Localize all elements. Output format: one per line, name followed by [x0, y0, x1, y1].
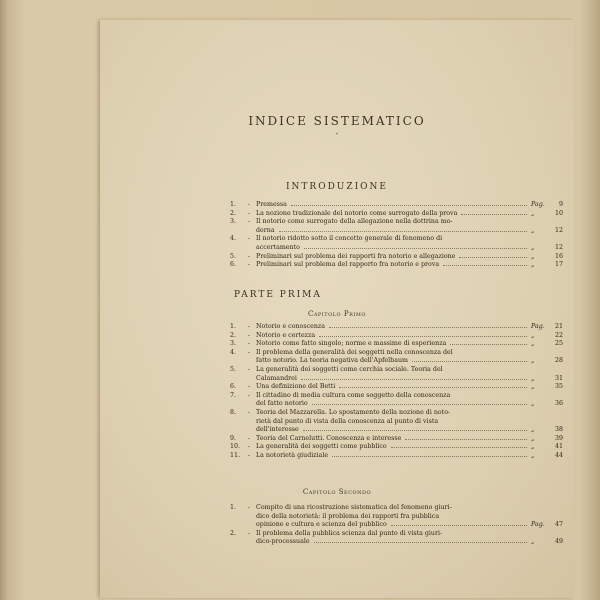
entry-dash: -: [248, 434, 251, 442]
page-number: 41: [554, 443, 563, 451]
toc-entry: [230, 340, 563, 349]
entry-text: Il problema della pubblica scienza dal punto di vista giuri-: [256, 529, 443, 537]
leader-dots: [459, 256, 527, 258]
toc-entry: [230, 409, 563, 435]
page-prefix: „: [531, 357, 535, 365]
entry-dash: -: [248, 331, 251, 339]
toc-entry-line: [230, 244, 563, 253]
page-prefix: „: [531, 434, 535, 442]
page-number: 47: [554, 521, 563, 529]
toc-entry-line: [230, 261, 563, 270]
page-number: 16: [554, 252, 563, 260]
page-number: 31: [554, 374, 563, 382]
entry-number: 4.: [230, 348, 237, 356]
book-page: [100, 20, 574, 598]
entry-dash: -: [248, 529, 251, 537]
entry-dash: -: [248, 235, 251, 243]
entry-dash: -: [248, 323, 251, 330]
page-prefix: „: [531, 252, 535, 260]
toc-entry-line: [230, 392, 563, 401]
entry-text: derna: [256, 226, 275, 234]
page-number: 25: [554, 340, 563, 348]
toc-entry-line: [230, 452, 563, 461]
entry-dash: -: [248, 261, 251, 269]
entry-text: dell'interesse: [256, 426, 299, 434]
section-heading-parte-prima: PARTE PRIMA: [234, 290, 322, 300]
toc-entry: [230, 452, 563, 461]
page-prefix: Pag.: [531, 201, 545, 208]
entry-text: Il cittadino di media cultura come soggetto della conoscenza: [256, 391, 451, 399]
leader-dots: [303, 429, 527, 431]
toc-entry-line: [230, 426, 563, 435]
page-prefix: „: [531, 226, 535, 234]
entry-text: La nozione tradizionale del notorio come surrogato della prova: [256, 209, 458, 217]
entry-text: Il notorio come surrogato della allegazione nella dottrina mo-: [256, 218, 453, 226]
toc-entry-line: [230, 201, 563, 210]
leader-dots: [405, 438, 527, 440]
leader-dots: [314, 541, 527, 543]
entry-text: Una definizione del Betti: [256, 383, 336, 391]
entry-text: dico-processuale: [256, 538, 310, 546]
entry-number: 11.: [230, 451, 241, 459]
entry-text: Compito di una ricostruzione sistematica del fenomeno giuri-: [256, 504, 452, 511]
toc-entry-line: [230, 340, 563, 349]
toc-list-capitolo-primo: [230, 323, 563, 461]
toc-entry-line: [230, 513, 563, 522]
entry-text: rietà dal punto di vista della conoscenza al punto di vista: [256, 417, 439, 425]
entry-dash: -: [248, 218, 251, 226]
entry-dash: -: [248, 451, 251, 459]
page-number: 39: [554, 434, 563, 442]
page-number: 17: [554, 261, 563, 269]
toc-entry-line: [230, 409, 563, 418]
entry-text: La notorietà giudiziale: [256, 451, 329, 459]
toc-entry-line: [230, 418, 563, 427]
entry-text: fatto notorio. La teoria negativa dell'Apfelbaum: [256, 357, 408, 365]
entry-text: opinione e cultura e scienza del pubblico: [256, 521, 387, 529]
entry-text: Premessa: [256, 201, 287, 208]
entry-text: Notorio e certezza: [256, 331, 316, 339]
leader-dots: [319, 335, 527, 337]
entry-text: Il problema della generalità dei soggetti nella conoscenza del: [256, 348, 453, 356]
page-prefix: „: [531, 400, 535, 408]
toc-entry-line: [230, 323, 563, 332]
page-number: 28: [554, 357, 563, 365]
toc-entry: [230, 530, 563, 547]
page-prefix: „: [531, 209, 535, 217]
page-prefix: „: [531, 340, 535, 348]
entry-text: del fatto notorio: [256, 400, 308, 408]
entry-dash: -: [248, 340, 251, 348]
leader-dots: [332, 455, 527, 457]
toc-entry-line: [230, 383, 563, 392]
toc-entry-line: [230, 443, 563, 452]
page-number: 9: [558, 201, 563, 208]
page-prefix: „: [531, 261, 535, 269]
page-prefix: Pag.: [531, 323, 545, 330]
entry-number: 1.: [230, 201, 237, 208]
entry-text: dico della notorietà: il problema dei rapporti fra pubblica: [256, 512, 440, 520]
leader-dots: [391, 446, 527, 448]
entry-dash: -: [248, 209, 251, 217]
toc-entry: [230, 383, 563, 392]
page-prefix: „: [531, 451, 535, 459]
entry-dash: -: [248, 348, 251, 356]
toc-entry-line: [230, 357, 563, 366]
entry-number: 6.: [230, 383, 237, 391]
entry-number: 1.: [230, 504, 237, 511]
entry-text: Notorio e conoscenza: [256, 323, 325, 330]
entry-number: 7.: [230, 391, 237, 399]
entry-dash: -: [248, 504, 251, 511]
entry-number: 8.: [230, 408, 237, 416]
page-prefix: Pag.: [531, 521, 545, 529]
toc-entry: [230, 332, 563, 341]
toc-list-capitolo-secondo: [230, 504, 563, 547]
toc-entry-line: [230, 235, 563, 244]
leader-dots: [279, 230, 527, 232]
leader-dots: [461, 213, 527, 215]
toc-entry-line: [230, 332, 563, 341]
page-prefix: „: [531, 538, 535, 546]
page-number: 38: [554, 426, 563, 434]
entry-text: La generalità dei soggetti come cerchia sociale. Teoria del: [256, 365, 443, 373]
toc-entry: [230, 210, 563, 219]
page-number: 35: [554, 383, 563, 391]
toc-entry-line: [230, 218, 563, 227]
entry-text: Teoria del Mazzarella. Lo spostamento della nozione di noto-: [256, 408, 451, 416]
page-number: 22: [554, 331, 563, 339]
toc-entry-line: [230, 253, 563, 262]
toc-entry: [230, 261, 563, 270]
leader-dots: [304, 247, 527, 249]
page-title: INDICE SISTEMATICO: [248, 114, 426, 128]
toc-entry: [230, 323, 563, 332]
toc-entry-line: [230, 366, 563, 375]
page-prefix: „: [531, 383, 535, 391]
leader-dots: [312, 403, 527, 405]
page-number: 36: [554, 400, 563, 408]
page-prefix: „: [531, 243, 535, 251]
toc-entry-line: [230, 227, 563, 236]
toc-list-introduzione: [230, 201, 563, 270]
chapter-heading-secondo: Capitolo Secondo: [302, 488, 372, 496]
page-number: 44: [554, 451, 563, 459]
page-number: 12: [554, 243, 563, 251]
entry-dash: -: [248, 365, 251, 373]
toc-entry: [230, 366, 563, 383]
entry-number: 6.: [230, 261, 237, 269]
entry-number: 9.: [230, 434, 237, 442]
toc-entry-line: [230, 530, 563, 539]
toc-entry: [230, 504, 563, 530]
leader-dots: [291, 204, 527, 206]
entry-number: 2.: [230, 331, 237, 339]
page-number: 49: [554, 538, 563, 546]
toc-entry: [230, 443, 563, 452]
entry-dash: -: [248, 252, 251, 260]
toc-entry-line: [230, 210, 563, 219]
toc-entry-line: [230, 521, 563, 530]
toc-entry: [230, 349, 563, 366]
toc-entry: [230, 392, 563, 409]
toc-entry-line: [230, 538, 563, 547]
toc-entry-line: [230, 504, 563, 513]
leader-dots: [339, 386, 527, 388]
entry-text: Teoria del Carnelutti. Conoscenza e interesse: [256, 434, 402, 442]
entry-text: accertamento: [256, 243, 300, 251]
leader-dots: [391, 524, 527, 526]
leader-dots: [412, 360, 527, 362]
toc-entry: [230, 435, 563, 444]
entry-number: 5.: [230, 252, 237, 260]
leader-dots: [301, 378, 527, 380]
entry-dash: -: [248, 201, 251, 208]
entry-dash: -: [248, 408, 251, 416]
entry-dash: -: [248, 383, 251, 391]
entry-dash: -: [248, 443, 251, 451]
entry-number: 3.: [230, 340, 237, 348]
entry-text: La generalità dei soggetti come pubblico: [256, 443, 387, 451]
section-heading-introduzione: INTRODUZIONE: [285, 182, 389, 192]
toc-entry: [230, 201, 563, 210]
entry-text: Il notorio ridotto sotto il concetto generale di fenomeno di: [256, 235, 443, 243]
entry-text: Notorio come fatto singolo; norme e massime di esperienza: [256, 340, 447, 348]
entry-text: Preliminari sul problema dei rapporti fra notorio e allegazione: [256, 252, 456, 260]
page-prefix: „: [531, 331, 535, 339]
entry-number: 2.: [230, 209, 237, 217]
title-ornament: *: [335, 132, 339, 138]
page-prefix: „: [531, 426, 535, 434]
toc-entry: [230, 253, 563, 262]
entry-text: Preliminari sul problema del rapporto fra notorio e prova: [256, 261, 440, 269]
chapter-heading-primo: Capitolo Primo: [307, 310, 367, 318]
page-prefix: „: [531, 443, 535, 451]
toc-entry-line: [230, 400, 563, 409]
page-number: 21: [554, 323, 563, 330]
entry-number: 3.: [230, 218, 237, 226]
page-number: 12: [554, 226, 563, 234]
leader-dots: [443, 264, 527, 266]
toc-entry-line: [230, 435, 563, 444]
page-number: 10: [554, 209, 563, 217]
entry-text: Calamandrei: [256, 374, 297, 382]
entry-number: 2.: [230, 529, 237, 537]
toc-entry: [230, 235, 563, 252]
toc-entry-line: [230, 349, 563, 358]
entry-dash: -: [248, 391, 251, 399]
entry-number: 1.: [230, 323, 237, 330]
toc-entry: [230, 218, 563, 235]
entry-number: 5.: [230, 365, 237, 373]
leader-dots: [329, 326, 527, 328]
entry-number: 10.: [230, 443, 241, 451]
page-prefix: „: [531, 374, 535, 382]
entry-number: 4.: [230, 235, 237, 243]
leader-dots: [450, 343, 527, 345]
toc-entry-line: [230, 375, 563, 384]
